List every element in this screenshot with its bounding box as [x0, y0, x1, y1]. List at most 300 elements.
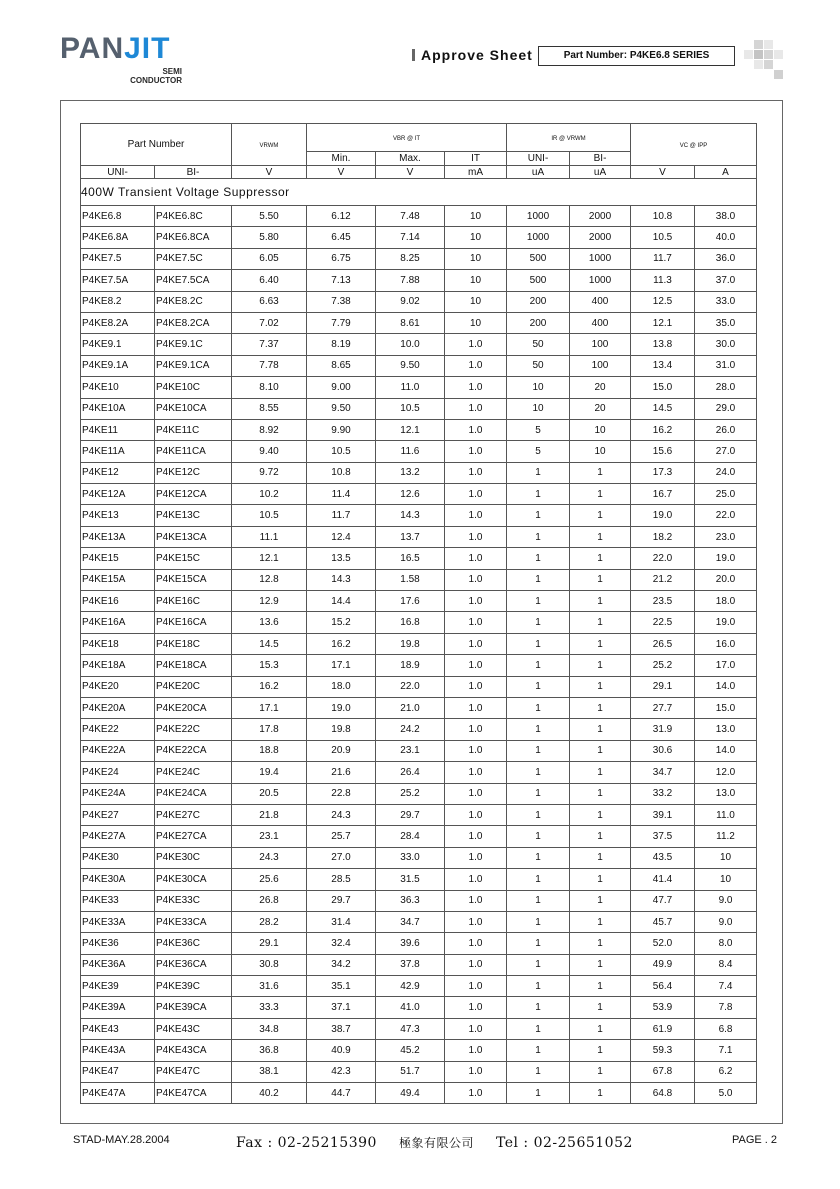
table-cell: 40.9: [307, 1040, 376, 1061]
table-cell: 1.0: [445, 569, 507, 590]
table-cell: 1.0: [445, 976, 507, 997]
table-cell: 16.8: [376, 612, 445, 633]
table-cell: 47.3: [376, 1018, 445, 1039]
table-cell: 1.0: [445, 377, 507, 398]
table-cell: 31.6: [232, 976, 307, 997]
table-row: [81, 655, 757, 676]
table-cell: P4KE22: [81, 719, 155, 740]
header-it: IT: [445, 152, 507, 166]
table-cell: 13.0: [695, 719, 757, 740]
table-cell: 34.7: [376, 911, 445, 932]
table-cell: 6.2: [695, 1061, 757, 1082]
table-cell: 11.7: [631, 248, 695, 269]
table-cell: 1: [507, 933, 570, 954]
unit-vc: V: [631, 166, 695, 179]
table-cell: 24.0: [695, 462, 757, 483]
table-cell: P4KE10: [81, 377, 155, 398]
table-cell: 1: [507, 804, 570, 825]
table-cell: 28.4: [376, 826, 445, 847]
table-cell: 29.0: [695, 398, 757, 419]
part-number-box: [538, 46, 735, 66]
table-cell: 1: [570, 783, 631, 804]
table-cell: 59.3: [631, 1040, 695, 1061]
table-cell: 1: [507, 826, 570, 847]
table-cell: 14.5: [631, 398, 695, 419]
header-ir: IR @ VRWM: [507, 124, 631, 152]
table-cell: 10: [445, 227, 507, 248]
table-row: [81, 933, 757, 954]
table-row: [81, 355, 757, 376]
table-row: [81, 676, 757, 697]
table-row: [81, 312, 757, 333]
table-cell: 1: [507, 911, 570, 932]
table-cell: 1.0: [445, 997, 507, 1018]
table-cell: 1: [507, 847, 570, 868]
table-cell: 31.4: [307, 911, 376, 932]
table-cell: P4KE12CA: [155, 484, 232, 505]
table-cell: 1: [570, 954, 631, 975]
table-cell: 1: [570, 826, 631, 847]
table-cell: 1.0: [445, 1018, 507, 1039]
table-cell: 38.1: [232, 1061, 307, 1082]
table-cell: P4KE12: [81, 462, 155, 483]
table-cell: 5.0: [695, 1083, 757, 1104]
table-cell: 29.7: [376, 804, 445, 825]
table-cell: 10.5: [307, 441, 376, 462]
table-cell: 1: [570, 612, 631, 633]
table-cell: 14.4: [307, 591, 376, 612]
table-cell: 1: [570, 890, 631, 911]
table-cell: 25.0: [695, 484, 757, 505]
table-cell: 26.0: [695, 419, 757, 440]
table-cell: 22.0: [376, 676, 445, 697]
table-cell: 35.1: [307, 976, 376, 997]
table-cell: 14.0: [695, 740, 757, 761]
table-cell: P4KE7.5A: [81, 270, 155, 291]
table-cell: P4KE11: [81, 419, 155, 440]
table-cell: 40.0: [695, 227, 757, 248]
table-cell: 5.50: [232, 206, 307, 227]
table-cell: P4KE13C: [155, 505, 232, 526]
table-cell: 26.4: [376, 762, 445, 783]
table-row: [81, 227, 757, 248]
logo-subtext: SEMI CONDUCTOR: [130, 67, 182, 85]
table-cell: 33.0: [376, 847, 445, 868]
logo-wordmark: PANJIT: [60, 32, 171, 65]
header-min: Min.: [307, 152, 376, 166]
table-cell: 1.0: [445, 355, 507, 376]
header-vc: VC @ IPP: [631, 124, 757, 166]
table-row: [81, 270, 757, 291]
table-cell: 1: [507, 462, 570, 483]
table-cell: 1: [570, 976, 631, 997]
table-cell: 1.0: [445, 847, 507, 868]
table-cell: 2000: [570, 206, 631, 227]
table-cell: 13.0: [695, 783, 757, 804]
footer-date: STAD-MAY.28.2004: [73, 1134, 170, 1146]
document-title: Approve Sheet: [412, 47, 533, 63]
header-ir-uni: UNI-: [507, 152, 570, 166]
table-cell: 35.0: [695, 312, 757, 333]
table-cell: 1.0: [445, 505, 507, 526]
table-cell: P4KE27: [81, 804, 155, 825]
table-cell: 10: [570, 419, 631, 440]
table-cell: 39.6: [376, 933, 445, 954]
table-cell: 11.3: [631, 270, 695, 291]
table-cell: 17.8: [232, 719, 307, 740]
table-cell: P4KE12C: [155, 462, 232, 483]
table-row: [81, 419, 757, 440]
table-row: [81, 976, 757, 997]
table-cell: 15.0: [631, 377, 695, 398]
table-cell: 400: [570, 312, 631, 333]
table-cell: 1.0: [445, 869, 507, 890]
table-cell: 16.5: [376, 548, 445, 569]
table-cell: 24.3: [232, 847, 307, 868]
table-row: [81, 612, 757, 633]
table-cell: 13.2: [376, 462, 445, 483]
table-cell: 9.50: [307, 398, 376, 419]
decorative-squares-icon: [744, 40, 784, 80]
section-title: 400W Transient Voltage Suppressor: [81, 179, 757, 206]
table-cell: 1.0: [445, 719, 507, 740]
table-cell: 1: [507, 612, 570, 633]
table-cell: 1: [570, 847, 631, 868]
table-cell: 14.0: [695, 676, 757, 697]
table-cell: 1: [570, 762, 631, 783]
table-cell: 19.0: [695, 548, 757, 569]
unit-min: V: [307, 166, 376, 179]
table-cell: P4KE20C: [155, 676, 232, 697]
table-cell: P4KE30: [81, 847, 155, 868]
table-cell: 36.0: [695, 248, 757, 269]
table-cell: P4KE27A: [81, 826, 155, 847]
table-cell: 6.8: [695, 1018, 757, 1039]
table-cell: 12.4: [307, 526, 376, 547]
table-cell: 16.7: [631, 484, 695, 505]
table-cell: 22.8: [307, 783, 376, 804]
table-cell: P4KE22C: [155, 719, 232, 740]
table-cell: 25.2: [631, 655, 695, 676]
table-cell: P4KE39: [81, 976, 155, 997]
table-cell: P4KE33C: [155, 890, 232, 911]
table-cell: 5.80: [232, 227, 307, 248]
table-cell: 1: [570, 1061, 631, 1082]
table-cell: 10: [695, 869, 757, 890]
table-cell: 8.55: [232, 398, 307, 419]
table-cell: 19.0: [695, 612, 757, 633]
table-cell: 1: [570, 548, 631, 569]
table-cell: 1.0: [445, 398, 507, 419]
table-cell: 36.3: [376, 890, 445, 911]
table-cell: 1: [570, 633, 631, 654]
table-cell: 12.8: [232, 569, 307, 590]
table-cell: 1: [570, 697, 631, 718]
table-cell: 31.5: [376, 869, 445, 890]
table-cell: 1.0: [445, 1083, 507, 1104]
table-cell: 10: [570, 441, 631, 462]
table-cell: 10: [507, 398, 570, 419]
table-cell: P4KE8.2: [81, 291, 155, 312]
table-cell: 8.25: [376, 248, 445, 269]
table-cell: P4KE9.1CA: [155, 355, 232, 376]
table-cell: 1.0: [445, 911, 507, 932]
table-cell: 1.0: [445, 526, 507, 547]
table-cell: 2000: [570, 227, 631, 248]
table-cell: P4KE18A: [81, 655, 155, 676]
table-cell: 1: [507, 719, 570, 740]
table-cell: 30.0: [695, 334, 757, 355]
table-cell: 1: [570, 1018, 631, 1039]
table-row: [81, 911, 757, 932]
table-cell: 19.0: [631, 505, 695, 526]
unit-ir-uni: uA: [507, 166, 570, 179]
table-row: [81, 1083, 757, 1104]
table-cell: 27.0: [695, 441, 757, 462]
table-cell: 13.8: [631, 334, 695, 355]
table-cell: 7.14: [376, 227, 445, 248]
table-cell: 14.5: [232, 633, 307, 654]
table-cell: 1: [570, 676, 631, 697]
table-cell: 10: [445, 270, 507, 291]
table-cell: 32.4: [307, 933, 376, 954]
table-cell: 42.9: [376, 976, 445, 997]
table-cell: 13.7: [376, 526, 445, 547]
table-cell: 1: [570, 933, 631, 954]
table-cell: 7.1: [695, 1040, 757, 1061]
table-cell: 20.9: [307, 740, 376, 761]
table-cell: 14.3: [376, 505, 445, 526]
table-cell: 5: [507, 419, 570, 440]
table-row: [81, 847, 757, 868]
table-cell: 20: [570, 377, 631, 398]
table-cell: 12.1: [631, 312, 695, 333]
table-cell: P4KE27C: [155, 804, 232, 825]
table-cell: P4KE30A: [81, 869, 155, 890]
table-cell: 1: [570, 505, 631, 526]
table-cell: 1: [507, 1040, 570, 1061]
table-cell: P4KE43C: [155, 1018, 232, 1039]
table-cell: 18.9: [376, 655, 445, 676]
table-row: [81, 740, 757, 761]
table-cell: P4KE15CA: [155, 569, 232, 590]
table-cell: 12.1: [376, 419, 445, 440]
table-cell: 10: [445, 312, 507, 333]
table-cell: 1.0: [445, 804, 507, 825]
table-cell: 1: [570, 462, 631, 483]
table-cell: 16.2: [232, 676, 307, 697]
table-cell: 27.7: [631, 697, 695, 718]
table-cell: 17.0: [695, 655, 757, 676]
table-cell: 31.0: [695, 355, 757, 376]
table-cell: P4KE9.1: [81, 334, 155, 355]
table-cell: 1: [507, 633, 570, 654]
table-cell: 24.3: [307, 804, 376, 825]
table-cell: 18.0: [695, 591, 757, 612]
table-cell: 1.0: [445, 633, 507, 654]
table-cell: 13.6: [232, 612, 307, 633]
table-cell: 10.5: [631, 227, 695, 248]
table-cell: 17.1: [307, 655, 376, 676]
table-cell: 33.3: [232, 997, 307, 1018]
header-ir-bi: BI-: [570, 152, 631, 166]
table-cell: 1.0: [445, 334, 507, 355]
table-cell: 23.5: [631, 591, 695, 612]
table-cell: 1.0: [445, 441, 507, 462]
part-number-value: P4KE6.8 SERIES: [629, 50, 710, 61]
table-cell: P4KE47C: [155, 1061, 232, 1082]
table-cell: P4KE22CA: [155, 740, 232, 761]
table-cell: 7.02: [232, 312, 307, 333]
table-cell: P4KE7.5: [81, 248, 155, 269]
table-cell: 1: [570, 655, 631, 676]
table-cell: 8.4: [695, 954, 757, 975]
table-cell: 45.7: [631, 911, 695, 932]
table-cell: P4KE33CA: [155, 911, 232, 932]
table-cell: 22.0: [631, 548, 695, 569]
table-cell: 1: [507, 1018, 570, 1039]
table-cell: 1: [507, 890, 570, 911]
table-cell: 16.2: [631, 419, 695, 440]
table-cell: P4KE24CA: [155, 783, 232, 804]
table-cell: P4KE33: [81, 890, 155, 911]
table-cell: P4KE36C: [155, 933, 232, 954]
table-cell: 1.0: [445, 890, 507, 911]
table-cell: 38.7: [307, 1018, 376, 1039]
table-cell: P4KE39C: [155, 976, 232, 997]
table-row: [81, 954, 757, 975]
table-cell: 21.6: [307, 762, 376, 783]
table-row: [81, 762, 757, 783]
table-cell: 23.1: [376, 740, 445, 761]
table-cell: 1: [570, 997, 631, 1018]
table-cell: 34.8: [232, 1018, 307, 1039]
unit-bi: BI-: [155, 166, 232, 179]
table-cell: 37.8: [376, 954, 445, 975]
table-cell: P4KE10C: [155, 377, 232, 398]
table-cell: 13.4: [631, 355, 695, 376]
table-cell: 11.2: [695, 826, 757, 847]
table-cell: 37.0: [695, 270, 757, 291]
table-cell: 1: [570, 484, 631, 505]
table-cell: 19.4: [232, 762, 307, 783]
table-cell: 40.2: [232, 1083, 307, 1104]
table-cell: 7.37: [232, 334, 307, 355]
table-cell: 9.50: [376, 355, 445, 376]
table-cell: P4KE6.8A: [81, 227, 155, 248]
table-cell: 37.5: [631, 826, 695, 847]
table-cell: 20: [570, 398, 631, 419]
table-cell: 15.3: [232, 655, 307, 676]
table-cell: 100: [570, 355, 631, 376]
table-cell: 7.78: [232, 355, 307, 376]
table-row: [81, 569, 757, 590]
table-cell: 200: [507, 312, 570, 333]
table-cell: 19.0: [307, 697, 376, 718]
table-cell: 15.0: [695, 697, 757, 718]
table-cell: P4KE16C: [155, 591, 232, 612]
table-cell: P4KE6.8: [81, 206, 155, 227]
table-cell: 1: [570, 719, 631, 740]
table-row: [81, 377, 757, 398]
table-cell: 1.0: [445, 484, 507, 505]
table-cell: 10: [445, 206, 507, 227]
table-row: [81, 783, 757, 804]
table-cell: 26.8: [232, 890, 307, 911]
table-cell: P4KE8.2A: [81, 312, 155, 333]
table-cell: P4KE30CA: [155, 869, 232, 890]
table-cell: P4KE36: [81, 933, 155, 954]
table-cell: 12.9: [232, 591, 307, 612]
table-row: [81, 719, 757, 740]
table-cell: 21.8: [232, 804, 307, 825]
table-cell: 39.1: [631, 804, 695, 825]
unit-uni: UNI-: [81, 166, 155, 179]
table-cell: 7.4: [695, 976, 757, 997]
footer-company: 極象有限公司: [398, 1136, 474, 1150]
table-cell: P4KE15A: [81, 569, 155, 590]
unit-ipp: A: [695, 166, 757, 179]
table-cell: P4KE9.1A: [81, 355, 155, 376]
table-cell: 8.61: [376, 312, 445, 333]
table-cell: 45.2: [376, 1040, 445, 1061]
table-cell: P4KE22A: [81, 740, 155, 761]
table-cell: 36.8: [232, 1040, 307, 1061]
table-cell: 12.1: [232, 548, 307, 569]
table-cell: P4KE43A: [81, 1040, 155, 1061]
table-row: [81, 484, 757, 505]
table-cell: P4KE6.8CA: [155, 227, 232, 248]
table-cell: P4KE20CA: [155, 697, 232, 718]
table-cell: 10.8: [631, 206, 695, 227]
table-cell: P4KE24A: [81, 783, 155, 804]
table-cell: 1: [570, 526, 631, 547]
table-cell: 67.8: [631, 1061, 695, 1082]
table-cell: 1: [507, 762, 570, 783]
table-cell: 9.02: [376, 291, 445, 312]
table-cell: 19.8: [376, 633, 445, 654]
table-cell: 11.6: [376, 441, 445, 462]
table-cell: 7.13: [307, 270, 376, 291]
unit-ir-bi: uA: [570, 166, 631, 179]
table-cell: 6.75: [307, 248, 376, 269]
table-cell: P4KE47A: [81, 1083, 155, 1104]
table-cell: 18.8: [232, 740, 307, 761]
table-cell: 10.5: [232, 505, 307, 526]
table-cell: 11.0: [695, 804, 757, 825]
table-row: [81, 334, 757, 355]
table-cell: 17.6: [376, 591, 445, 612]
table-cell: 6.45: [307, 227, 376, 248]
table-cell: 9.90: [307, 419, 376, 440]
unit-vrwm: V: [232, 166, 307, 179]
table-cell: 27.0: [307, 847, 376, 868]
table-cell: 47.7: [631, 890, 695, 911]
table-cell: P4KE7.5C: [155, 248, 232, 269]
table-cell: 1: [507, 740, 570, 761]
table-cell: 23.1: [232, 826, 307, 847]
table-cell: 10: [445, 248, 507, 269]
table-cell: 26.5: [631, 633, 695, 654]
table-row: [81, 591, 757, 612]
table-cell: P4KE24C: [155, 762, 232, 783]
table-cell: 1.0: [445, 655, 507, 676]
table-cell: 10.0: [376, 334, 445, 355]
table-cell: 500: [507, 270, 570, 291]
table-cell: 17.1: [232, 697, 307, 718]
table-cell: 7.8: [695, 997, 757, 1018]
table-cell: 30.8: [232, 954, 307, 975]
